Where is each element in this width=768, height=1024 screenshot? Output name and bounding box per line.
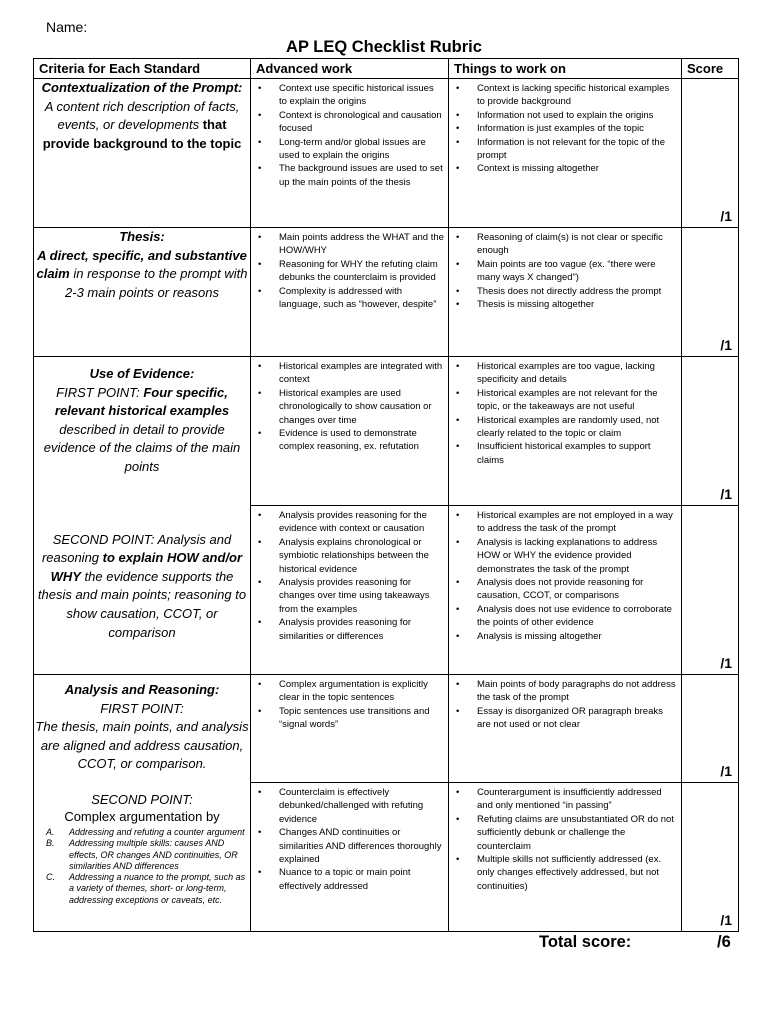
score-cell: [682, 228, 739, 357]
list-item: • Changes AND continuities or similarities AND differences thoroughly explained: [279, 826, 444, 866]
work-on-cell: [449, 228, 682, 357]
list-item: • Context is chronological and causation focused: [279, 109, 444, 136]
work-on-cell: [449, 675, 682, 783]
complexity-options-list: [34, 827, 250, 906]
bullet-list: [449, 506, 681, 643]
list-item: • Reasoning of claim(s) is not clear or specific enough: [477, 231, 677, 258]
bullet-list: [251, 228, 448, 311]
list-item: • Counterclaim is effectively debunked/challenged with refuting evidence: [279, 786, 444, 826]
bullet-list: [449, 79, 681, 176]
work-on-column-header: Things to work on: [449, 59, 682, 79]
list-item: • Context is missing altogether: [477, 162, 677, 175]
list-item: • Context is lacking specific historical examples to provide background: [477, 82, 677, 109]
advanced-column-header: Advanced work: [251, 59, 449, 79]
score-value: /1: [720, 912, 732, 928]
list-item: • Refuting claims are unsubstantiated OR do not sufficiently debunk or challenge the counterclaim: [477, 813, 677, 853]
advanced-cell: [251, 79, 449, 228]
criteria-subtitle: SECOND POINT:: [91, 791, 193, 807]
advanced-cell: [251, 228, 449, 357]
list-item: C. Addressing a nuance to the prompt, such as a variety of themes, short- or long-term, addressing exceptions or caveats, etc.: [46, 872, 246, 905]
table-header-row: [34, 59, 739, 79]
evidence-second-point: SECOND POINT: Analysis and reasoning to explain HOW and/or WHY the evidence supports the thesis and main points; reasoning to show causation, CCOT, or comparison: [37, 531, 247, 640]
list-item: • Analysis is lacking explanations to address HOW or WHY the evidence provided demonstrates the task of the prompt: [477, 536, 677, 576]
bullet-list: [449, 783, 681, 893]
score-value: /1: [720, 655, 732, 671]
score-value: /1: [720, 763, 732, 779]
criteria-cell: [34, 79, 251, 228]
criteria-column-header: Criteria for Each Standard: [34, 59, 251, 79]
list-item: • Information is just examples of the topic: [477, 122, 677, 135]
list-item: • Insufficient historical examples to support claims: [477, 440, 677, 467]
bullet-list: [449, 228, 681, 311]
bullet-list: [251, 79, 448, 189]
table-row: [34, 675, 739, 783]
score-column-header: Score: [682, 59, 739, 79]
rubric-table: [33, 58, 739, 932]
criteria-description: A direct, specific, and substantive claim in response to the prompt with 2-3 main points or reasons: [36, 247, 248, 300]
list-item: • Context use specific historical issues to explain the origins: [279, 82, 444, 109]
list-item: • Counterargument is insufficiently addressed and only mentioned “in passing”: [477, 786, 677, 813]
criteria-title: Contextualization of the Prompt:: [41, 80, 243, 95]
list-item: • Historical examples are integrated with context: [279, 360, 444, 387]
list-item: • Reasoning for WHY the refuting claim debunks the counterclaim is provided: [279, 258, 444, 285]
list-item: • Analysis does not provide reasoning for causation, CCOT, or comparisons: [477, 576, 677, 603]
score-cell: [682, 675, 739, 783]
criteria-cell: [34, 675, 251, 932]
advanced-cell: [251, 783, 449, 932]
analysis-first-point: [34, 675, 250, 774]
bullet-list: [251, 357, 448, 454]
list-item: • Multiple skills not sufficiently addressed (ex. only changes effectively addressed, but not continuities): [477, 853, 677, 893]
criteria-title: Analysis and Reasoning:: [64, 682, 220, 697]
list-item: • Analysis provides reasoning for similarities or differences: [279, 616, 444, 643]
score-cell: [682, 783, 739, 932]
list-item: • Historical examples are randomly used, not clearly related to the topic or claim: [477, 414, 677, 441]
criteria-description: The thesis, main points, and analysis are aligned and address causation, CCOT, or comparison.: [35, 719, 249, 772]
criteria-cell: [34, 357, 251, 675]
table-row: [34, 357, 739, 506]
score-value: /1: [720, 337, 732, 353]
table-row: [34, 79, 739, 228]
list-item: • Analysis provides reasoning for changes over time using takeaways from the examples: [279, 576, 444, 616]
criteria-subtitle: FIRST POINT:: [100, 700, 184, 716]
criteria-title: Use of Evidence:: [89, 366, 195, 381]
analysis-second-point: [34, 792, 250, 909]
list-item: • Essay is disorganized OR paragraph breaks are not used or not clear: [477, 705, 677, 732]
table-row: [34, 228, 739, 357]
list-item: • Analysis provides reasoning for the evidence with context or causation: [279, 509, 444, 536]
evidence-first-point: [34, 357, 250, 477]
list-item: A. Addressing and refuting a counter argument: [46, 826, 245, 837]
page-title: AP LEQ Checklist Rubric: [286, 38, 482, 56]
list-item: • The background issues are used to set up the main points of the thesis: [279, 162, 444, 189]
list-item: • Evidence is used to demonstrate complex reasoning, ex. refutation: [279, 427, 444, 454]
list-item: • Complex argumentation is explicitly clear in the topic sentences: [279, 678, 444, 705]
list-item: • Topic sentences use transitions and “signal words”: [279, 705, 444, 732]
list-item: B. Addressing multiple skills: causes AND effects, OR changes AND continuities, OR similarities AND differences: [46, 838, 238, 871]
list-item: • Analysis is missing altogether: [477, 630, 677, 643]
criteria-description: Complex argumentation by: [64, 808, 220, 824]
list-item: • Information is not relevant for the topic of the prompt: [477, 136, 677, 163]
name-label: Name:: [46, 19, 88, 35]
list-item: • Main points of body paragraphs do not address the task of the prompt: [477, 678, 677, 705]
list-item: • Historical examples are not employed in a way to address the task of the prompt: [477, 509, 677, 536]
list-item: • Historical examples are too vague, lacking specificity and details: [477, 360, 677, 387]
list-item: • Information not used to explain the origins: [477, 109, 677, 122]
work-on-cell: [449, 79, 682, 228]
score-cell: [682, 357, 739, 506]
list-item: • Historical examples are used chronologically to show causation or changes over time: [279, 387, 444, 427]
list-item: • Analysis explains chronological or symbiotic relationships between the historical evidence: [279, 536, 444, 576]
score-cell: [682, 79, 739, 228]
list-item: • Historical examples are not relevant for the topic, or the takeaways are not useful: [477, 387, 677, 414]
list-item: • Complexity is addressed with language, such as “however, despite”: [279, 285, 444, 312]
advanced-cell: [251, 357, 449, 506]
work-on-cell: [449, 783, 682, 932]
list-item: • Main points are too vague (ex. “there were many ways X changed”): [477, 258, 677, 285]
criteria-description: A content rich description of facts, events, or developments that provide background to the topic: [42, 98, 242, 151]
bullet-list: [449, 357, 681, 467]
criteria-description: FIRST POINT: Four specific, relevant historical examples described in detail to provide evidence of the claims of the main points: [43, 384, 241, 474]
advanced-cell: [251, 506, 449, 675]
bullet-list: [251, 783, 448, 893]
score-value: /1: [720, 486, 732, 502]
list-item: • Nuance to a topic or main point effectively addressed: [279, 866, 444, 893]
total-score-value: /6: [717, 933, 731, 951]
list-item: • Thesis does not directly address the prompt: [477, 285, 677, 298]
list-item: • Analysis does not use evidence to corroborate the points of other evidence: [477, 603, 677, 630]
list-item: • Main points address the WHAT and the HOW/WHY: [279, 231, 444, 258]
list-item: • Long-term and/or global issues are used to explain the origins: [279, 136, 444, 163]
bullet-list: [251, 506, 448, 643]
bullet-list: [449, 675, 681, 732]
score-cell: [682, 506, 739, 675]
list-item: • Thesis is missing altogether: [477, 298, 677, 311]
criteria-title: Thesis:: [119, 229, 165, 244]
work-on-cell: [449, 506, 682, 675]
bullet-list: [251, 675, 448, 732]
criteria-cell: [34, 228, 251, 357]
score-value: /1: [720, 208, 732, 224]
work-on-cell: [449, 357, 682, 506]
total-score-label: Total score:: [539, 933, 632, 951]
advanced-cell: [251, 675, 449, 783]
